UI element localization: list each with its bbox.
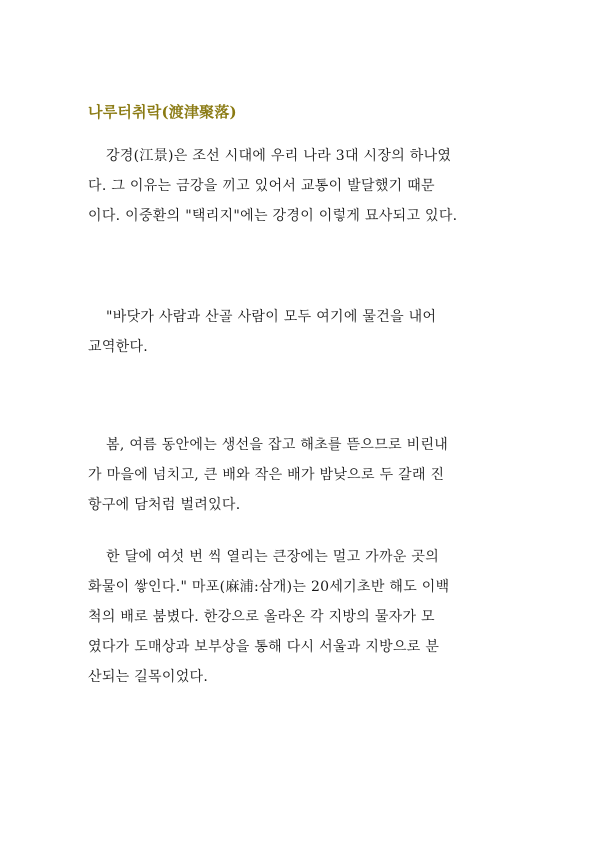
section-heading: 나루터취락(渡津聚落) bbox=[88, 103, 237, 121]
paragraph-line: 다. 그 이유는 금강을 끼고 있어서 교통이 발달했기 때문 bbox=[88, 178, 435, 194]
paragraph-line: 항구에 담처럼 벌려있다. bbox=[88, 497, 241, 513]
paragraph-line: 척의 배로 붐볐다. 한강으로 올라온 각 지방의 물자가 모 bbox=[88, 609, 435, 625]
paragraph-line: 산되는 길목이었다. bbox=[88, 669, 209, 685]
paragraph-line: 였다가 도매상과 보부상을 통해 다시 서울과 지방으로 분 bbox=[88, 639, 440, 655]
paragraph-line: "바닷가 사람과 산골 사람이 모두 여기에 물건을 내어 bbox=[106, 309, 437, 325]
paragraph-line: 한 달에 여섯 번 씩 열리는 큰장에는 멀고 가까운 곳의 bbox=[106, 549, 440, 565]
paragraph-line: 봄, 여름 동안에는 생선을 잡고 해초를 뜯으므로 비린내 bbox=[106, 437, 449, 453]
paragraph-line: 가 마을에 넘치고, 큰 배와 작은 배가 밤낮으로 두 갈래 진 bbox=[88, 467, 445, 483]
paragraph-line: 화물이 쌓인다." 마포(麻浦:삼개)는 20세기초반 해도 이백 bbox=[88, 579, 450, 595]
paragraph-line: 교역한다. bbox=[88, 339, 149, 355]
paragraph-line: 강경(江景)은 조선 시대에 우리 나라 3대 시장의 하나였 bbox=[106, 148, 452, 164]
paragraph-line: 이다. 이중환의 "택리지"에는 강경이 이렇게 묘사되고 있다. bbox=[88, 208, 458, 224]
